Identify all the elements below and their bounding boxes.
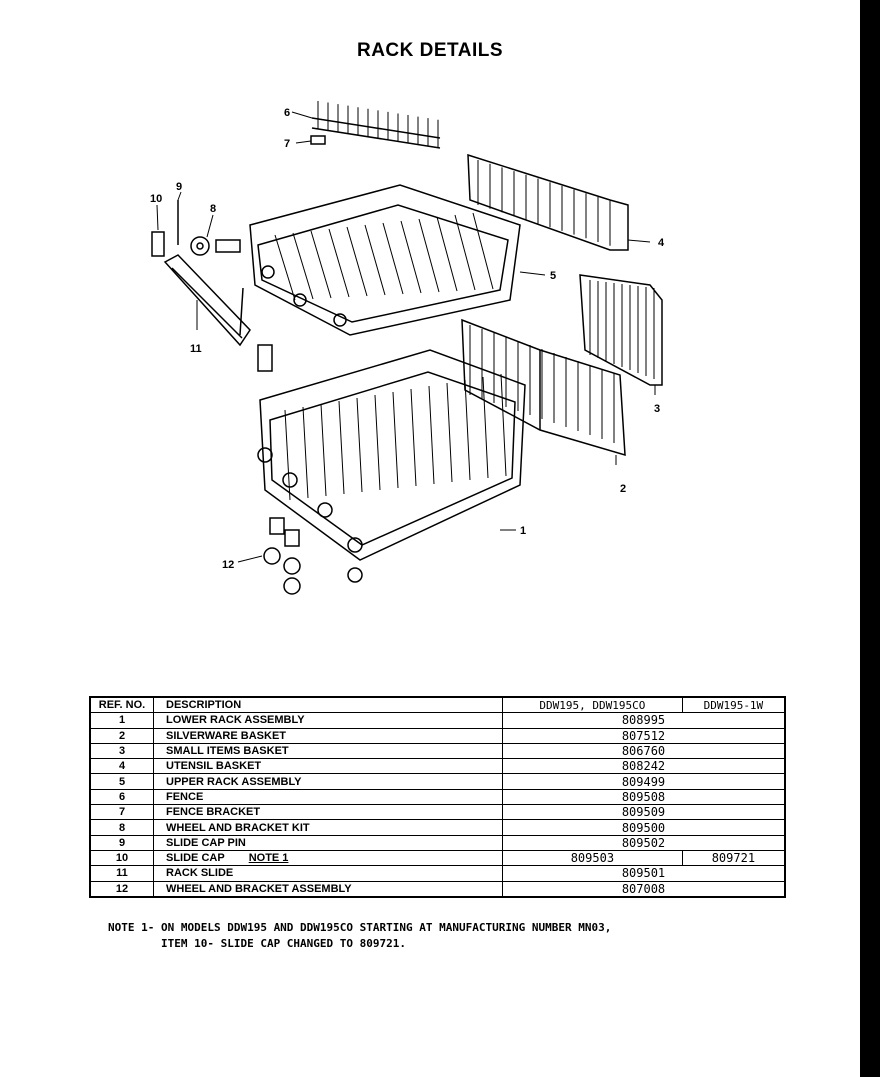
table-row	[90, 820, 785, 835]
ref-no: 11	[90, 866, 154, 881]
callout-11: 11	[190, 343, 202, 355]
callout-7: 7	[284, 138, 291, 150]
description-text: WHEEL AND BRACKET KIT	[166, 821, 310, 834]
parts-table	[89, 696, 786, 898]
description	[154, 713, 503, 728]
part-number: 809501	[503, 866, 786, 881]
part-number: 808242	[503, 759, 786, 774]
table-row	[90, 866, 785, 881]
part-number: 809508	[503, 789, 786, 804]
callout-1: 1	[520, 525, 527, 537]
description	[154, 805, 503, 820]
part-number: 807512	[503, 728, 786, 743]
description-text: SMALL ITEMS BASKET	[166, 745, 289, 758]
callout-6: 6	[284, 107, 291, 119]
callout-8: 8	[210, 203, 217, 215]
description-text: SLIDE CAP PIN	[166, 836, 246, 849]
upper-rack-drawing	[250, 185, 520, 335]
page-title: RACK DETAILS	[356, 40, 504, 61]
table-row	[90, 850, 785, 865]
callout-2: 2	[620, 483, 627, 495]
table-row	[90, 789, 785, 804]
fence-bracket-drawing	[311, 136, 325, 144]
callout-12: 12	[222, 559, 235, 571]
header-ref-no: REF. NO.	[90, 697, 154, 713]
ref-no: 9	[90, 835, 154, 850]
description-text: FENCE	[166, 790, 204, 803]
description	[154, 820, 503, 835]
wheel-bracket-assembly-drawing	[264, 518, 300, 594]
description	[154, 743, 503, 758]
footnotes	[108, 920, 611, 952]
callout-5: 5	[550, 270, 557, 282]
description	[154, 866, 503, 881]
lower-rack-drawing	[258, 350, 525, 582]
header-model-a: DDW195, DDW195CO	[503, 697, 683, 713]
description	[154, 881, 503, 897]
part-number: 808995	[503, 713, 786, 728]
description-text: FENCE BRACKET	[166, 806, 261, 819]
ref-no: 10	[90, 850, 154, 865]
description-text: SILVERWARE BASKET	[166, 729, 286, 742]
callout-4: 4	[658, 237, 665, 249]
description	[154, 728, 503, 743]
part-number: 809499	[503, 774, 786, 789]
part-number: 809509	[503, 805, 786, 820]
description-text: WHEEL AND BRACKET ASSEMBLY	[166, 882, 352, 895]
ref-no: 6	[90, 789, 154, 804]
note-line-2: ITEM 10- SLIDE CAP CHANGED TO 809721.	[108, 937, 407, 950]
callout-3: 3	[654, 403, 661, 415]
ref-no: 5	[90, 774, 154, 789]
pin-drawing	[240, 288, 243, 335]
table-row	[90, 835, 785, 850]
part-number: 807008	[503, 881, 786, 897]
callout-9: 9	[176, 181, 183, 193]
table-row	[90, 805, 785, 820]
table-header-row	[90, 697, 785, 713]
ref-no: 8	[90, 820, 154, 835]
part-number: 809502	[503, 835, 786, 850]
table-row	[90, 713, 785, 728]
description	[154, 835, 503, 850]
part-number: 809500	[503, 820, 786, 835]
table-row	[90, 743, 785, 758]
ref-no: 4	[90, 759, 154, 774]
note-line-1: NOTE 1- ON MODELS DDW195 AND DDW195CO STARTING AT MANUFACTURING NUMBER MN03,	[108, 921, 612, 934]
part-number-model-b: 809721	[682, 850, 785, 865]
description-text: UTENSIL BASKET	[166, 760, 262, 773]
table-row	[90, 774, 785, 789]
part-number: 806760	[503, 743, 786, 758]
description	[154, 774, 503, 789]
ref-no: 1	[90, 713, 154, 728]
callout-10: 10	[150, 193, 163, 205]
description	[154, 850, 503, 865]
rack-slide-drawing	[165, 255, 272, 371]
ref-no: 12	[90, 881, 154, 897]
part-number-model-a: 809503	[503, 850, 683, 865]
slide-cap-drawing	[152, 232, 164, 256]
description-text: LOWER RACK ASSEMBLY	[166, 714, 305, 727]
note-reference: NOTE 1	[248, 852, 289, 865]
wheel-bracket-kit-drawing	[191, 237, 240, 255]
table-row	[90, 881, 785, 897]
description-text: SLIDE CAP	[166, 852, 225, 865]
small-items-basket-drawing	[580, 275, 662, 385]
description	[154, 759, 503, 774]
description-text: UPPER RACK ASSEMBLY	[166, 775, 302, 788]
silverware-basket-drawing	[462, 320, 625, 455]
ref-no: 2	[90, 728, 154, 743]
ref-no: 3	[90, 743, 154, 758]
fence-drawing	[312, 101, 440, 148]
ref-no: 7	[90, 805, 154, 820]
description	[154, 789, 503, 804]
header-description: DESCRIPTION	[154, 697, 503, 713]
description-text: RACK SLIDE	[166, 867, 234, 880]
utensil-basket-drawing	[468, 155, 628, 250]
table-row	[90, 759, 785, 774]
table-row	[90, 728, 785, 743]
header-model-b: DDW195-1W	[682, 697, 785, 713]
